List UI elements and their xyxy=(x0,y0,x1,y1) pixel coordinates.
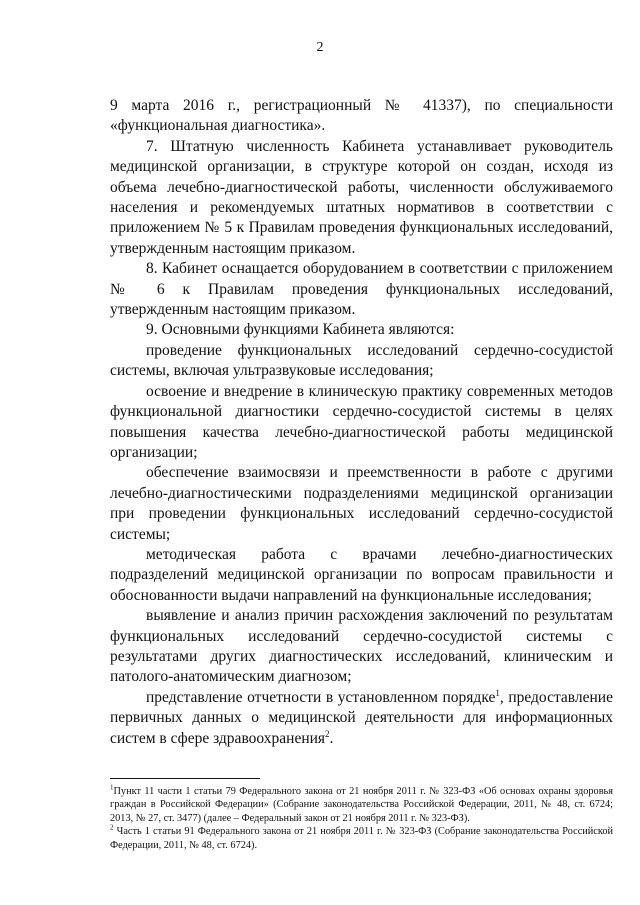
last-paragraph-part1: представление отчетности в установленном порядке xyxy=(146,688,496,706)
last-paragraph-part2: , предоставление первичных данных о медицинской деятельности для информационных систем в сфере здравоохранения xyxy=(110,688,613,747)
last-paragraph-part3: . xyxy=(329,729,334,747)
list-item-function-2: освоение и внедрение в клиническую практику современных методов функциональной диагностики сердечно-сосудистой системы в целях повышения качества лечебно-диагностической работы медицинской организации; xyxy=(110,382,613,461)
paragraph-registration: 9 марта 2016 г., регистрационный № 41337), по специальности «функциональная диагностика». xyxy=(110,97,613,135)
page-number: 2 xyxy=(316,40,324,55)
footnote-2 xyxy=(110,825,613,852)
paragraph-item-7: 7. Штатную численность Кабинета устанавливает руководитель медицинской организации, в структуре которой он создан, исходя из объема лечебно-диагностической работы, численности обслуживаемого населения и рекомендуемых штатных нормативов в соответствии с приложением № 5 к Правилам проведения функциональных исследований, утвержденным настоящим приказом. xyxy=(110,137,613,257)
document-body xyxy=(110,96,613,749)
footnote-text-1: Пункт 11 части 1 статьи 79 Федерального закона от 21 ноября 2011 г. № 323-ФЗ «Об основах охраны здоровья граждан в Российской Федерации» (Собрание законодательства Российской Федерации, 2011, № 48, ст. 6724; 2013, № 27, ст. 3477) (далее – Федеральный закон от 21 ноября 2011 г. № 323-ФЗ). xyxy=(110,786,613,824)
paragraph-item-9: 9. Основными функциями Кабинета являются: xyxy=(146,321,455,339)
list-item-function-5: выявление и анализ причин расхождения заключений по результатам функциональных исследований сердечно-сосудистой системы с результатами других диагностических исследований, клиническим и патолого-анатомическим диагнозом; xyxy=(110,607,613,686)
list-item-function-1: проведение функциональных исследований сердечно-сосудистой системы, включая ультразвуковые исследования; xyxy=(110,341,613,380)
list-item-function-4: методическая работа с врачами лечебно-диагностических подразделений медицинской организации по вопросам правильности и обоснованности выдачи направлений на функциональные исследования; xyxy=(110,545,613,604)
footnote-marker-2: 2 xyxy=(110,823,114,832)
footnote-text-2: Часть 1 статьи 91 Федерального закона от 21 ноября 2011 г. № 323-ФЗ (Собрание законодательства Российской Федерации, 2011, № 48, ст. 6724). xyxy=(110,826,613,851)
footnote-ref-1: 1 xyxy=(495,687,500,698)
footnote-ref-2: 2 xyxy=(325,728,330,739)
list-item-function-3: обеспечение взаимосвязи и преемственности в работе с другими лечебно-диагностическими подразделениями медицинской организации при проведении функциональных исследований сердечно-сосудистой системы; xyxy=(110,464,613,543)
footnote-divider xyxy=(110,778,260,779)
footnote-marker-1: 1 xyxy=(110,783,114,792)
list-item-function-6 xyxy=(110,688,613,749)
footnote-1 xyxy=(110,785,613,825)
paragraph-item-8: 8. Кабинет оснащается оборудованием в соответствии с приложением № 6 к Правилам проведения функциональных исследований, утвержденным настоящим приказом. xyxy=(110,260,613,319)
footnotes xyxy=(110,785,613,852)
